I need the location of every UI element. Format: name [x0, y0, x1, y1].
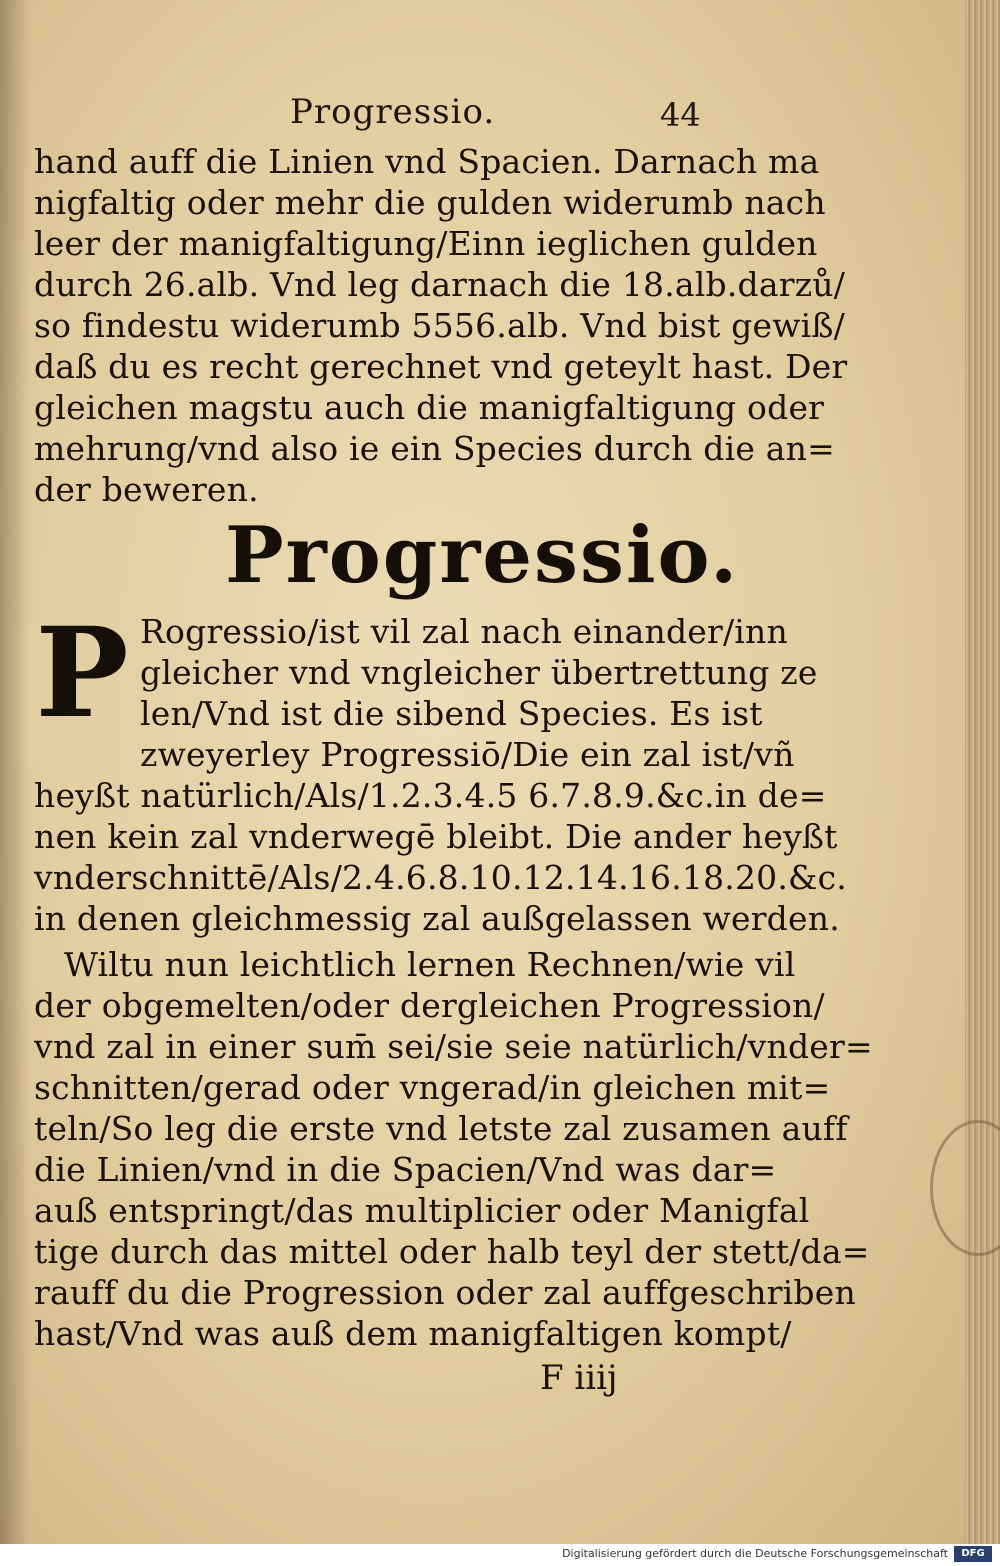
page-fore-edge [965, 0, 1000, 1544]
text-line: hand auff die Linien vnd Spacien. Darnach ma [34, 142, 820, 181]
text-line: nen kein zal vnderwegē bleibt. Die ander heyßt [34, 817, 838, 856]
text-line: gleichen magstu auch die manigfaltigung oder [34, 388, 825, 427]
text-line: auß entspringt/das multiplicier oder Manigfal [34, 1191, 810, 1230]
signature-mark: F iiij [540, 1358, 618, 1398]
running-head: Progressio. [290, 92, 496, 132]
section-heading: Progressio. [225, 510, 740, 601]
text-line: in denen gleichmessig zal außgelassen werden. [34, 899, 840, 938]
text-line: rauff du die Progression oder zal auffgeschriben [34, 1273, 856, 1312]
text-line: heyßt natürlich/Als/1.2.3.4.5 6.7.8.9.&c.in de= [34, 776, 827, 815]
text-line: so findestu widerumb 5556.alb. Vnd bist gewiß/ [34, 306, 845, 345]
text-line: der beweren. [34, 470, 259, 509]
text-line: Rogressio/ist vil zal nach einander/inn [140, 612, 788, 651]
text-line: gleicher vnd vngleicher übertrettung ze [140, 653, 818, 692]
text-line: schnitten/gerad oder vngerad/in gleichen mit= [34, 1068, 831, 1107]
text-line: Wiltu nun leichtlich lernen Rechnen/wie vil [64, 945, 796, 984]
text-line: vnderschnittē/Als/2.4.6.8.10.12.14.16.18.20.&c. [34, 858, 847, 897]
text-line: len/Vnd ist die sibend Species. Es ist [140, 694, 763, 733]
text-line: der obgemelten/oder dergleichen Progression/ [34, 986, 825, 1025]
page-number: 44 [660, 96, 701, 134]
text-line: zweyerley Progressiō/Die ein zal ist/vñ [140, 735, 795, 774]
text-line: vnd zal in einer sum̄ sei/sie seie natürlich/vnder= [34, 1027, 873, 1066]
text-line: nigfaltig oder mehr die gulden widerumb nach [34, 183, 826, 222]
text-line: daß du es recht gerechnet vnd geteylt hast. Der [34, 347, 848, 386]
text-line: hast/Vnd was auß dem manigfaltigen kompt/ [34, 1314, 792, 1353]
text-line: leer der manigfaltigung/Einn ieglichen gulden [34, 224, 818, 263]
text-line: teln/So leg die erste vnd letste zal zusamen auff [34, 1109, 848, 1148]
gutter-shadow [0, 0, 30, 1544]
text-line: die Linien/vnd in die Spacien/Vnd was dar= [34, 1150, 777, 1189]
text-line: tige durch das mittel oder halb teyl der stett/da= [34, 1232, 870, 1271]
drop-cap-initial: P [35, 601, 129, 746]
funding-credit: Digitalisierung gefördert durch die Deutsche Forschungsgemeinschaft [562, 1547, 948, 1560]
text-line: mehrung/vnd also ie ein Species durch die an= [34, 429, 835, 468]
dfg-logo-icon: DFG [954, 1546, 992, 1562]
text-line: durch 26.alb. Vnd leg darnach die 18.alb.darzů/ [34, 265, 846, 304]
